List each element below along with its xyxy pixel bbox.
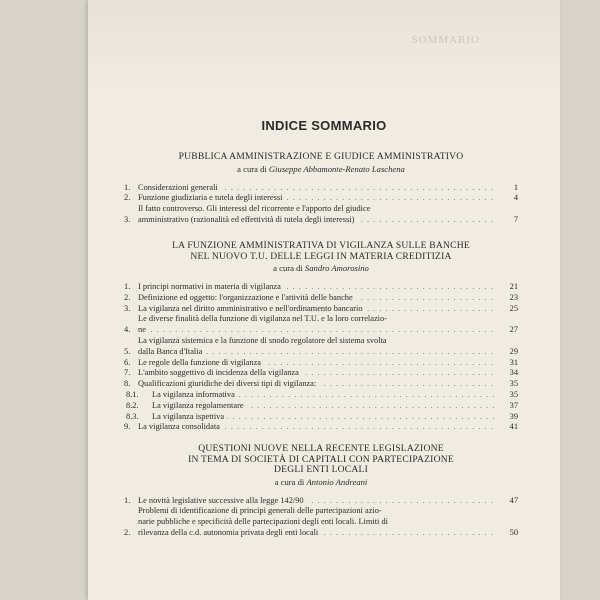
section-author	[124, 164, 518, 174]
entry-page: 4	[513, 193, 518, 203]
bleed-through-area	[88, 0, 560, 90]
entry-page: 27	[509, 325, 518, 335]
entry-page: 31	[509, 357, 518, 367]
entry-number: 2.	[124, 527, 131, 537]
section-3	[124, 444, 518, 539]
toc-entry[interactable]	[124, 496, 518, 507]
entry-number: 1.	[124, 495, 131, 505]
entry-number: 8.2.	[126, 400, 139, 410]
section-title	[124, 241, 518, 262]
toc-entry[interactable]	[124, 358, 518, 369]
entry-list	[124, 282, 518, 433]
entry-page: 34	[509, 368, 518, 378]
book-page	[88, 0, 560, 600]
entry-text: Le diverse finalità della funzione di vigilanza nel T.U. e la loro correlazio- ne . . .	[138, 314, 496, 336]
entry-text: Definizione ed oggetto: l'organizzazione e l'attività delle banche . . .	[138, 293, 496, 304]
section-title-line: QUESTIONI NUOVE NELLA RECENTE LEGISLAZIONE	[198, 443, 444, 454]
entry-page: 35	[509, 379, 518, 389]
section-title-line: PUBBLICA AMMINISTRAZIONE E GIUDICE AMMINISTRATIVO	[178, 151, 464, 162]
entry-page: 25	[509, 303, 518, 313]
entry-list	[124, 496, 518, 539]
author-name: Antonio Andreani	[306, 476, 368, 487]
section-author	[124, 263, 518, 273]
toc-entry[interactable]	[124, 183, 518, 194]
section-title-line: NEL NUOVO T.U. DELLE LEGGI IN MATERIA CREDITIZIA	[190, 250, 452, 262]
toc-entry[interactable]	[124, 314, 518, 336]
entry-text: La vigilanza consolidata . . .	[138, 422, 496, 433]
entry-text: La vigilanza informativa . . .	[152, 390, 496, 401]
author-name: Sandro Amorosino	[304, 263, 369, 273]
section-2	[124, 241, 518, 433]
entry-page: 7	[513, 214, 518, 224]
toc-entry[interactable]	[124, 422, 518, 433]
section-title	[124, 152, 518, 163]
toc-subentry[interactable]	[124, 401, 518, 412]
entry-text: Le regole della funzione di vigilanza . . .	[138, 358, 496, 369]
entry-number: 1.	[124, 182, 131, 192]
bleed-through-text: SOMMARIO	[411, 34, 480, 46]
author-prefix: a cura di	[274, 476, 305, 487]
entry-number: 3.	[124, 303, 131, 313]
entry-number: 3.	[124, 214, 131, 224]
entry-number: 8.	[124, 379, 131, 389]
toc-entry[interactable]	[124, 368, 518, 379]
entry-number: 9.	[124, 422, 131, 432]
entry-text: Il fatto controverso. Gli interessi del ricorrente e l'apporto del giudice amministrativo (razionalità ed effettività di tutela degli interessi) . . .	[138, 204, 496, 226]
entry-number: 5.	[124, 346, 131, 356]
entry-page: 50	[509, 527, 518, 537]
toc-entry[interactable]	[124, 204, 518, 226]
entry-text: Problemi di identificazione di principi generali delle partecipazioni azio- narie pubbliche e specificità delle partecipazioni degli enti locali. Limiti di rilevanza della c.d. autonomia privata degli enti locali . . .	[138, 506, 496, 538]
toc-subentry[interactable]	[124, 412, 518, 423]
entry-text: Qualificazioni giuridiche dei diversi tipi di vigilanza: . . .	[138, 379, 496, 390]
entry-text: La vigilanza nel diritto amministrativo e nell'ordinamento bancario . . .	[138, 304, 496, 315]
entry-text: La vigilanza regolamentare . . .	[152, 401, 496, 412]
toc-entry[interactable]	[124, 293, 518, 304]
author-name: Giuseppe Abbamonte-Renato Laschena	[268, 163, 405, 174]
section-1	[124, 152, 518, 226]
entry-text: La vigilanza sistemica e la funzione di snodo regolatore del sistema svolta dalla Banca d'Italia . . .	[138, 336, 496, 358]
entry-text: L'ambito soggettivo di incidenza della vigilanza . . .	[138, 368, 496, 379]
toc-entry[interactable]	[124, 193, 518, 204]
toc-entry[interactable]	[124, 379, 518, 390]
entry-number: 2.	[124, 292, 131, 302]
toc-entry[interactable]	[124, 506, 518, 538]
author-prefix: a cura di	[237, 163, 267, 174]
entry-list	[124, 183, 518, 226]
entry-text: Funzione giudiziaria e tutela degli interessi . . .	[138, 193, 496, 204]
entry-page: 21	[509, 282, 518, 291]
entry-number: 8.3.	[126, 411, 139, 421]
toc-entry[interactable]	[124, 336, 518, 358]
entry-number: 8.1.	[126, 389, 139, 399]
entry-page: 47	[509, 495, 518, 505]
entry-number: 6.	[124, 357, 131, 367]
entry-text: I principi normativi in materia di vigilanza . . .	[138, 282, 496, 293]
author-prefix: a cura di	[273, 263, 303, 273]
page-title: INDICE SOMMARIO	[261, 118, 387, 133]
entry-number: 2.	[124, 193, 131, 203]
toc-subentry[interactable]	[124, 390, 518, 401]
section-title-line: LA FUNZIONE AMMINISTRATIVA DI VIGILANZA SULLE BANCHE	[172, 240, 470, 251]
entry-number: 4.	[124, 325, 131, 335]
entry-text: Le novità legislative successive alla legge 142/90 . . .	[138, 496, 496, 507]
section-title-line: DEGLI ENTI LOCALI	[274, 464, 368, 475]
toc-entry[interactable]	[124, 304, 518, 315]
entry-text: Considerazioni generali . . .	[138, 183, 496, 194]
entry-number: 7.	[124, 368, 131, 378]
entry-page: 35	[509, 389, 518, 399]
toc-entry[interactable]	[124, 282, 518, 293]
entry-page: 39	[509, 411, 518, 421]
entry-page: 23	[509, 292, 518, 302]
entry-page: 37	[509, 400, 518, 410]
entry-page: 41	[509, 422, 518, 432]
section-title-line: IN TEMA DI SOCIETÀ DI CAPITALI CON PARTECIPAZIONE	[188, 453, 454, 465]
entry-number: 1.	[124, 282, 131, 291]
entry-page: 1	[513, 182, 518, 192]
section-title	[124, 444, 518, 476]
entry-text: La vigilanza ispettiva . . .	[152, 412, 496, 423]
entry-page: 29	[509, 346, 518, 356]
section-author	[124, 477, 518, 487]
